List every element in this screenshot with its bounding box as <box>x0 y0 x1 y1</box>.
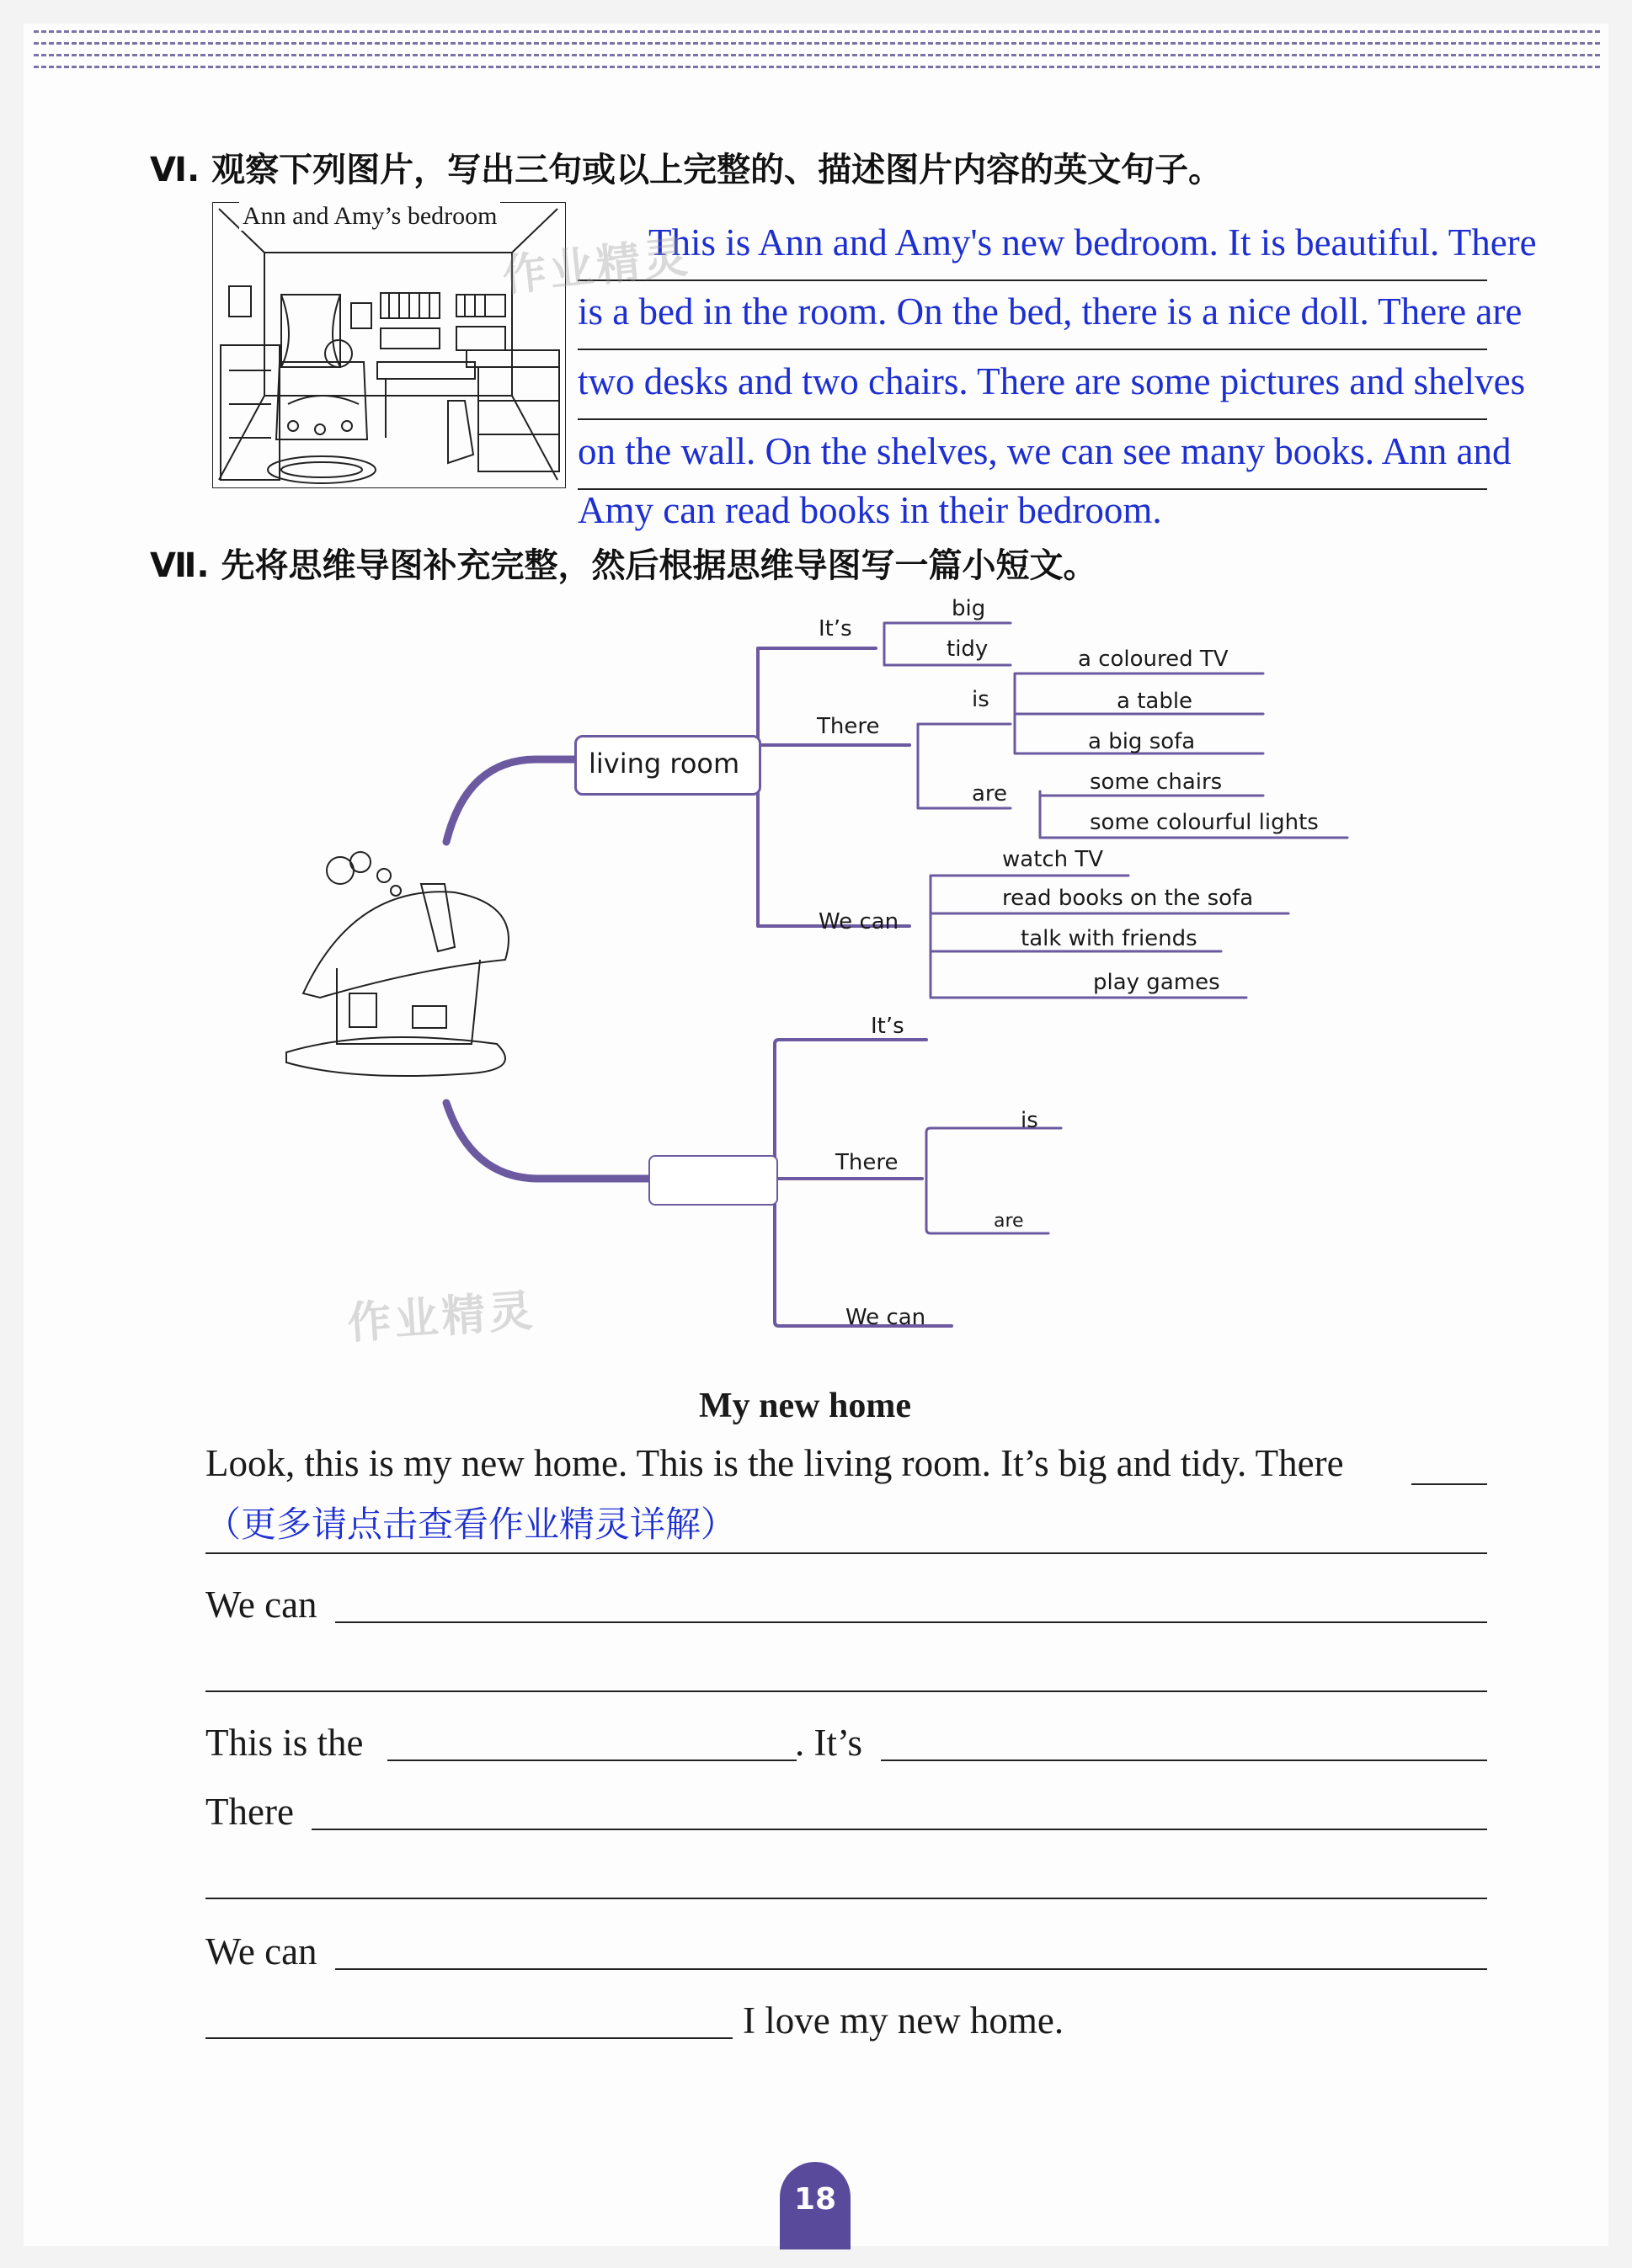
answer-line-3: two desks and two chairs. There are some pictures and shelves <box>578 360 1526 402</box>
blank-room-node <box>648 1155 778 1206</box>
section6-title: Ⅵ. 观察下列图片，写出三句或以上完整的、描述图片内容的英文句子。 <box>150 151 1223 189</box>
node-read-books: read books on the sofa <box>1002 886 1254 911</box>
node-big: big <box>952 596 986 621</box>
answer-line-4: on the wall. On the shelves, we can see many books. Ann and <box>578 430 1512 472</box>
blank-line <box>312 1829 1487 1830</box>
ending-sentence: I love my new home. <box>743 1999 1064 2042</box>
watermark: 作业精灵 <box>500 232 694 302</box>
blank-line <box>205 1898 1487 1899</box>
node-are: are <box>972 781 1008 807</box>
essay-title: My new home <box>699 1387 911 1425</box>
blank-line <box>335 1968 1487 1970</box>
blank-line <box>205 2037 733 2039</box>
node-tidy: tidy <box>947 636 989 662</box>
blank-line <box>205 1690 1487 1692</box>
blank-line <box>1411 1483 1487 1485</box>
node-its: It’s <box>819 616 852 642</box>
node-talk-friends: talk with friends <box>1021 926 1197 951</box>
node2-its: It’s <box>871 1014 904 1039</box>
answer-line-1: This is Ann and Amy's new bedroom. It is beautiful. There <box>648 221 1537 264</box>
node-table: a table <box>1117 689 1193 714</box>
this-is-the: This is the <box>205 1722 364 1764</box>
living-room-node: living room <box>574 735 761 796</box>
blank-line <box>335 1621 1487 1623</box>
more-details-link[interactable]: （更多请点击查看作业精灵详解） <box>205 1504 737 1545</box>
section7-title: Ⅶ. 先将思维导图补充完整，然后根据思维导图写一篇小短文。 <box>150 546 1097 585</box>
page-number: 18 <box>793 2182 837 2217</box>
node-play-games: play games <box>1093 970 1220 995</box>
answer-line-2: is a bed in the room. On the bed, there is a nice doll. There are <box>578 290 1523 333</box>
we-can-2: We can <box>205 1930 317 1973</box>
answer-line-5: Amy can read books in their bedroom. <box>578 489 1162 531</box>
node2-we-can: We can <box>845 1305 926 1330</box>
blank-line <box>387 1760 797 1761</box>
node2-are: are <box>994 1211 1024 1232</box>
node-is: is <box>972 687 989 712</box>
node2-there: There <box>835 1150 899 1175</box>
node-watch-tv: watch TV <box>1002 847 1104 872</box>
node-there: There <box>817 714 880 739</box>
blank-line <box>205 1552 1487 1554</box>
essay-line-1: Look, this is my new home. This is the living room. It’s big and tidy. There <box>205 1442 1344 1484</box>
node2-is: is <box>1021 1108 1038 1133</box>
node-colourful-lights: some colourful lights <box>1090 810 1319 835</box>
blank-line <box>881 1760 1487 1761</box>
node-coloured-tv: a coloured TV <box>1078 647 1229 672</box>
watermark: 作业精灵 <box>345 1286 538 1350</box>
node-big-sofa: a big sofa <box>1088 729 1196 754</box>
we-can-1: We can <box>205 1584 317 1626</box>
node-some-chairs: some chairs <box>1090 769 1223 795</box>
its-label: . It’s <box>795 1722 863 1764</box>
node-we-can: We can <box>819 909 899 934</box>
picture-caption: Ann and Amy’s bedroom <box>239 202 500 231</box>
page-number-badge <box>780 2162 851 2249</box>
there-label: There <box>205 1791 294 1833</box>
